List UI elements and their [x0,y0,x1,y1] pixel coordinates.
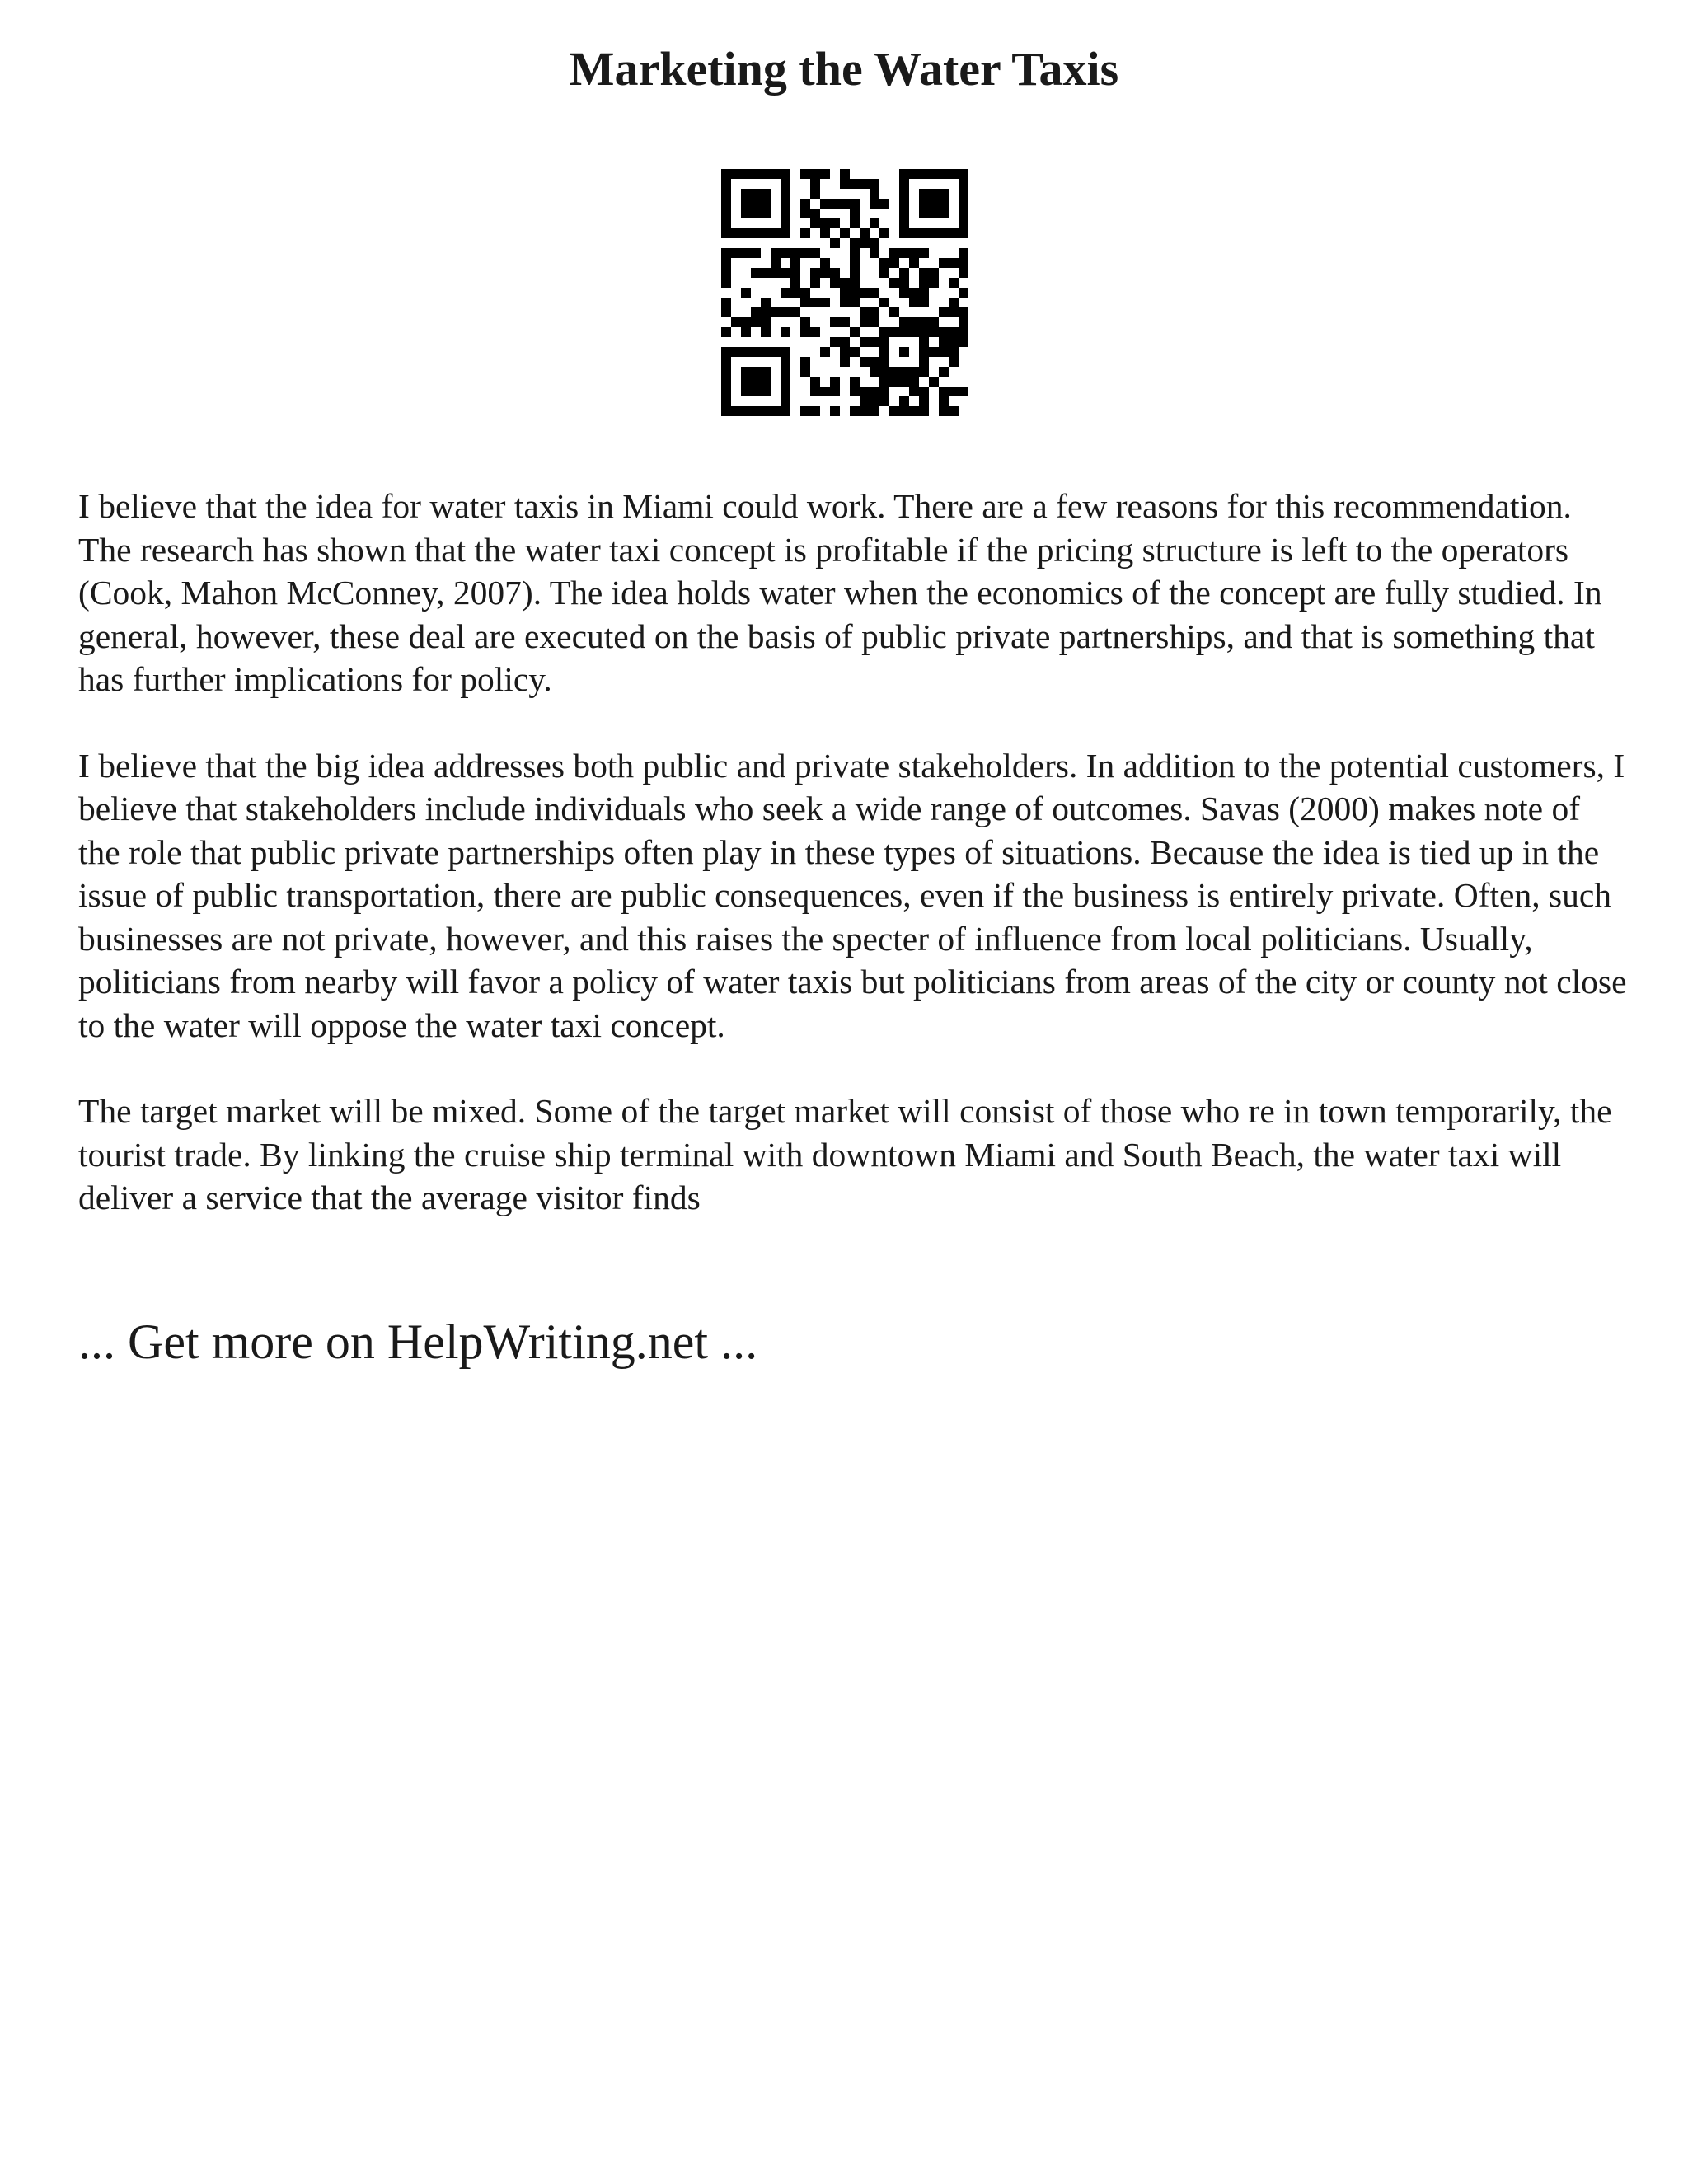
paragraph-2: I believe that the big idea addresses both public and private stakeholders. In addition to the potential customers, I believe that stakeholders include individuals who seek a wide range of outcomes. Savas (2000) makes note of the role that public private partnerships often play in these types of situations. Because the idea is tied up in the issue of public transportation, there are public consequences, even if the business is entirely private. Often, such businesses are not private, however, and this raises the specter of influence from local politicians. Usually, politicians from nearby will favor a policy of water taxis but politicians from areas of the city or county not close to the water will oppose the water taxi concept. [78,746,1627,1044]
qr-code-icon[interactable] [721,169,968,416]
document-title: Marketing the Water Taxis [569,42,1119,96]
get-more-link[interactable]: ... Get more on HelpWriting.net ... [78,1315,758,1369]
document-body [78,485,1628,1263]
paragraph-3: The target market will be mixed. Some of the target market will consist of those who re in town temporarily, the tourist trade. By linking the cruise ship terminal with downtown Miami and South Beach, the water taxi will deliver a service that the average visitor finds [78,1092,1612,1216]
paragraph-1: I believe that the idea for water taxis in Miami could work. There are a few reasons for this recommendation. The research has shown that the water taxi concept is profitable if the pricing structure is left to the operators (Cook, Mahon McConney, 2007). The idea holds water when the economics of the concept are fully studied. In general, however, these deal are executed on the basis of public private partnerships, and that is something that has further implications for policy. [78,487,1602,698]
